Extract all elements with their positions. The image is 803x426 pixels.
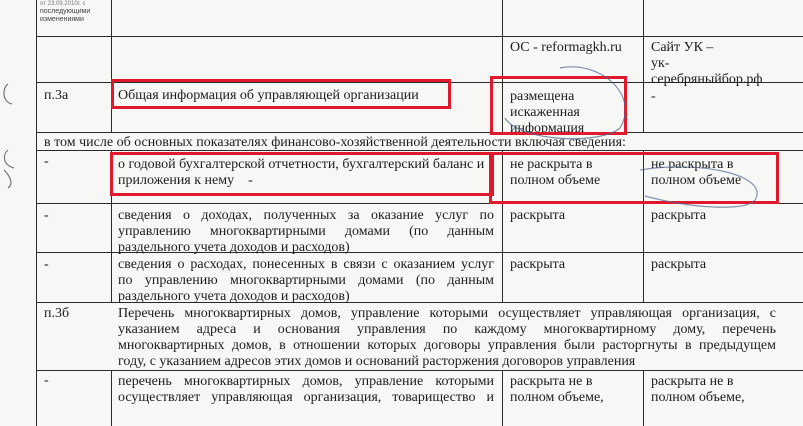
row-description-line: Перечень многоквартирных домов, управление которыми осуществляет управляющая организация, с [118,306,776,321]
column-header-site-line: серебряныйбор.рф [651,72,763,87]
os-status [510,374,604,406]
column-divider [643,0,644,132]
os-status: раскрыта [510,208,566,223]
column-header-site [651,40,762,88]
row-number: - [44,373,49,388]
highlight-box [490,76,627,135]
row-description-line: о годовой бухгалтерской отчетности, бухгалтерский баланс и [118,157,485,172]
pen-stroke [4,84,12,104]
row-number: - [44,257,49,272]
row-description-line: раздельного учета доходов и расходов) [118,289,350,304]
os-status: раскрыта [510,257,566,272]
row-number: п.3б [44,306,70,321]
header-note-line: изменениями [40,16,84,23]
row-description [118,306,776,370]
row-description [118,208,494,256]
row-description-line: по управлению многоквартирными домами (по данным [118,273,494,288]
header-note-line: последующими [40,8,91,15]
site-status-line: не раскрыта в [651,157,734,172]
site-status [651,374,745,406]
os-status-line: не раскрыта в [510,157,593,172]
table-border-left [36,0,37,426]
os-status-line: информация [510,121,585,136]
row-number: - [44,154,49,169]
site-status: раскрыта [651,257,707,272]
row-description-line: многоквартирных домов, в отношении которых договоры управления были расторгнуты в предыдущем [118,338,776,353]
column-header-site-line: ук- [651,56,670,71]
site-status-line: полном объеме, [651,390,745,405]
row-description-line: году, с указанием адресов этих домов и оснований расторжения договоров управления [118,354,636,369]
os-status-line: полном объеме [510,173,601,188]
highlight-box [111,79,451,109]
row-description-line: раздельного учета доходов и расходов) [118,240,350,255]
os-status-line: размещена [510,89,575,104]
site-status-line: полном объеме [651,173,742,188]
row-description [118,374,494,406]
row-description-line: осуществляет управляющая организация, товарищество и [118,390,494,405]
site-status: раскрыта [651,208,707,223]
stray-dash: - [248,173,253,188]
os-status-line: раскрыта не в [510,374,593,389]
row-line [36,132,803,133]
site-status: - [651,89,656,104]
column-divider [502,370,503,426]
row-description: Общая информация об управляющей организации [118,88,419,103]
pen-stroke [4,170,11,188]
site-status-line: раскрыта не в [651,374,734,389]
column-header-os: ОС - reformagkh.ru [510,40,622,55]
row-line [36,370,803,371]
column-divider [111,0,112,132]
row-line [36,36,803,37]
row-description-line: указанием адреса и основания управления по каждому многоквартирному дому, перечень [118,322,776,337]
highlight-box [110,152,494,196]
row-number: - [44,208,49,223]
row-number: п.3а [44,88,69,103]
column-header-site-line: Сайт УК – [651,40,714,55]
row-description-line: перечень многоквартирных домов, управление которыми [118,374,494,389]
pen-stroke [4,150,14,168]
row-description-line: сведения о расходах, понесенных в связи с оказанием услуг [118,257,494,272]
os-status-line: искаженная [510,105,580,120]
header-note [40,0,90,24]
column-divider [111,370,112,426]
column-divider [643,370,644,426]
row-description-text: приложения к нему [118,173,235,188]
row-description-line: сведения о доходах, полученных за оказание услуг по [118,208,494,223]
row-description-line: управлению многоквартирными домами (по данным [118,224,494,239]
row-description [118,257,494,305]
section-caption: в том числе об основных показателях финансово-хозяйственной деятельности включая сведения: [44,135,626,150]
header-note-line: от 23.09.2010г. с [40,1,86,7]
highlight-box [489,152,779,204]
os-status-line: полном объеме, [510,390,604,405]
